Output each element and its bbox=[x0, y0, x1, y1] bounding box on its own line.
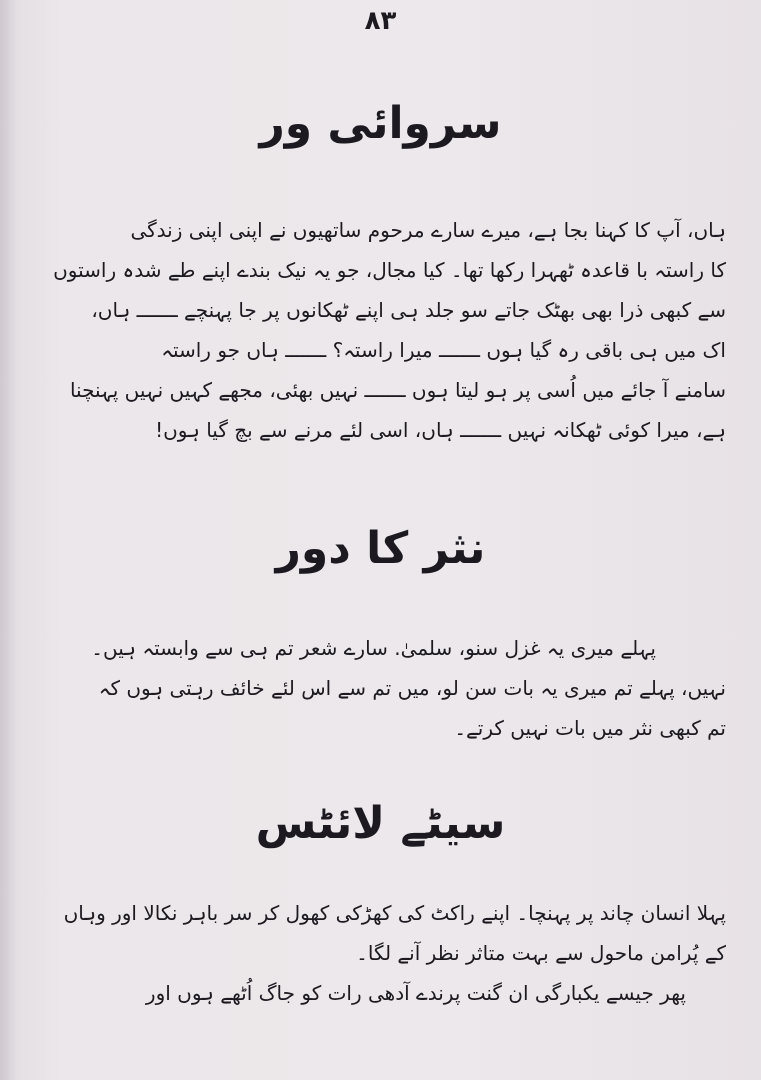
page-number: ۸۳ bbox=[364, 6, 397, 36]
paragraph-line: ہے، میرا کوئی ٹھکانہ نہیں ـــــــ ہاں، اسی لئے مرنے سے بچ گیا ہوں! bbox=[155, 418, 726, 442]
section-3-paragraph bbox=[38, 893, 726, 1013]
section-heading-1: سروائی ور bbox=[259, 98, 502, 149]
section-2-paragraph bbox=[38, 628, 726, 748]
paragraph-line: پہلے میری یہ غزل سنو، سلمیٰ. سارے شعر تم ہی سے وابستہ ہیں۔ bbox=[91, 636, 656, 660]
section-heading-3: سیٹے لائٹس bbox=[255, 798, 506, 849]
paragraph-line: سامنے آ جائے میں اُسی پر ہو لیتا ہوں ـــــــ نہیں بھئی، مجھے کہیں نہیں پہنچنا bbox=[69, 378, 726, 402]
paragraph-line: تم کبھی نثر میں بات نہیں کرتے۔ bbox=[454, 716, 726, 740]
section-heading-2: نثر کا دور bbox=[275, 523, 486, 574]
paragraph-line: سے کبھی ذرا بھی بھٹک جاتے سو جلد ہی اپنے ٹھکانوں پر جا پہنچے ـــــــ ہاں، bbox=[91, 298, 726, 322]
paragraph-line: پھر جیسے یکبارگی ان گنت پرندے آدھی رات کو جاگ اُٹھے ہوں اور bbox=[145, 981, 686, 1005]
paragraph-line: اک میں ہی باقی رہ گیا ہوں ـــــــ میرا راستہ؟ ـــــــ ہاں جو راستہ bbox=[161, 338, 726, 362]
paragraph-line: نہیں، پہلے تم میری یہ بات سن لو، میں تم سے اس لئے خائف رہتی ہوں کہ bbox=[98, 676, 726, 700]
paragraph-line: پہلا انسان چاند پر پہنچا۔ اپنے راکٹ کی کھڑکی کھول کر سر باہر نکالا اور وہاں bbox=[63, 901, 726, 925]
section-1-paragraph bbox=[38, 210, 726, 450]
paragraph-line: ہاں، آپ کا کہنا بجا ہے، میرے سارے مرحوم ساتھیوں نے اپنی اپنی زندگی bbox=[130, 218, 726, 242]
paragraph-line: کے پُرامن ماحول سے بہت متاثر نظر آنے لگا۔ bbox=[356, 941, 726, 965]
paragraph-line: کا راستہ با قاعدہ ٹھہرا رکھا تھا۔ کیا مجال، جو یہ نیک بندے اپنے طے شدہ راستوں bbox=[53, 258, 726, 282]
